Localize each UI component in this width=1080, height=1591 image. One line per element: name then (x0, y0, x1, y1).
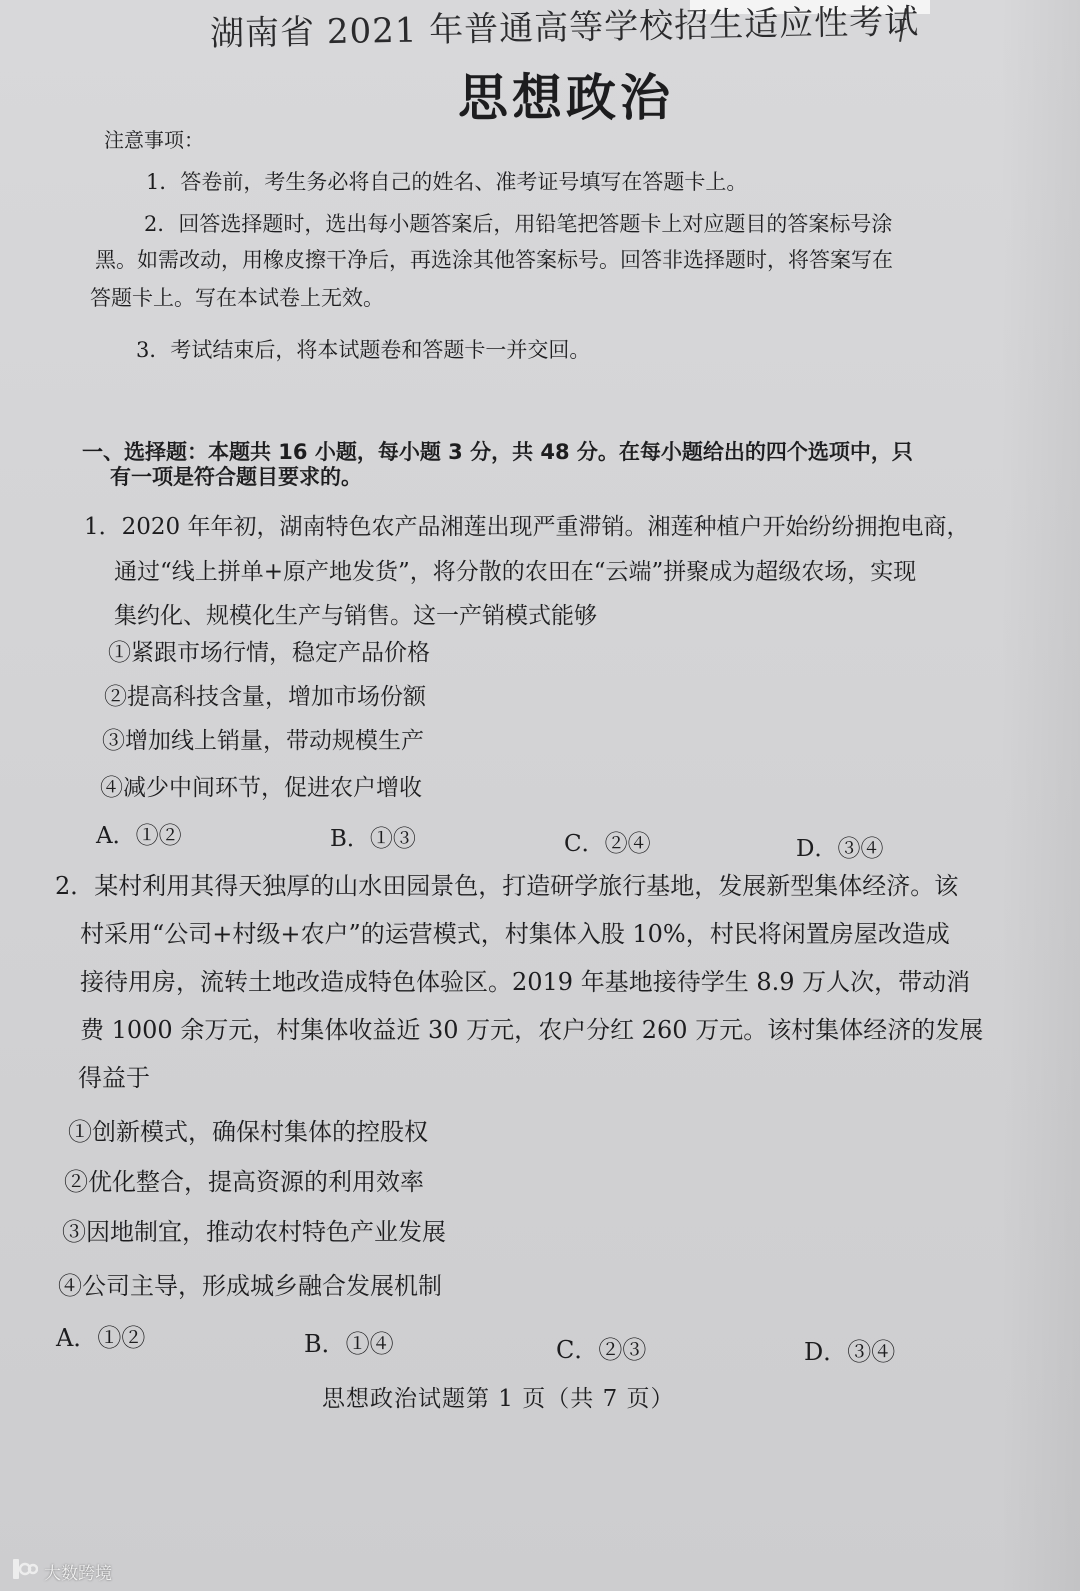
section-heading-line: 一、选择题：本题共 16 小题，每小题 3 分，共 48 分。在每小题给出的四个选项中，只 (82, 440, 913, 464)
page-shadow (1000, 0, 1080, 1591)
note-item: 黑。如需改动，用橡皮擦干净后，再选涂其他答案标号。回答非选择题时，将答案写在 (95, 248, 893, 272)
question-1-stem: 1．2020 年年初，湖南特色农产品湘莲出现严重滞销。湘莲种植户开始纷纷拥抱电商， (84, 514, 970, 540)
question-1-option-d: D．③④ (796, 836, 884, 862)
question-2-option-d: D．③④ (804, 1338, 896, 1366)
question-2-statement: ③因地制宜，推动农村特色产业发展 (62, 1218, 446, 1246)
question-1-option-b: B．①③ (330, 826, 416, 852)
question-2-statement: ④公司主导，形成城乡融合发展机制 (58, 1272, 442, 1300)
question-2-stem: 费 1000 余万元，村集体收益近 30 万元，农户分红 260 万元。该村集体经济的发展 (80, 1016, 984, 1044)
question-2-stem: 2．某村利用其得天独厚的山水田园景色，打造研学旅行基地，发展新型集体经济。该 (55, 872, 959, 900)
question-1-statement: ④减少中间环节，促进农户增收 (100, 775, 422, 801)
note-item: 3．考试结束后，将本试题卷和答题卡一并交回。 (136, 338, 591, 362)
question-1-statement: ③增加线上销量，带动规模生产 (102, 728, 424, 754)
question-1-option-a: A．①② (96, 823, 182, 849)
question-2-stem: 得益于 (78, 1064, 150, 1092)
note-item: 答题卡上。写在本试卷上无效。 (90, 286, 384, 310)
question-2-option-c: C．②③ (556, 1336, 647, 1364)
watermark-logo-icon (12, 1556, 38, 1582)
question-2-stem: 接待用房，流转土地改造成特色体验区。2019 年基地接待学生 8.9 万人次，带动消 (80, 968, 971, 996)
note-item: 2．回答选择题时，选出每小题答案后，用铅笔把答题卡上对应题目的答案标号涂 (144, 212, 893, 236)
question-1-stem: 通过“线上拼单+原产地发货”，将分散的农田在“云端”拼聚成为超级农场，实现 (114, 559, 917, 585)
question-1-stem: 集约化、规模化生产与销售。这一产销模式能够 (114, 603, 597, 629)
question-2-statement: ①创新模式，确保村集体的控股权 (68, 1118, 428, 1146)
question-1-statement: ②提高科技含量，增加市场份额 (104, 684, 426, 710)
subject-title: 思想政治 (458, 69, 674, 127)
question-1-statement: ①紧跟市场行情，稳定产品价格 (108, 640, 430, 666)
page-footer: 思想政治试题第 1 页（共 7 页） (322, 1386, 675, 1412)
question-2-stem: 村采用“公司+村级+农户”的运营模式，村集体入股 10%，村民将闲置房屋改造成 (80, 920, 950, 948)
question-2-statement: ②优化整合，提高资源的利用效率 (64, 1168, 424, 1196)
watermark-text: 大数跨境 (44, 1564, 112, 1584)
note-item: 1．答卷前，考生务必将自己的姓名、准考证号填写在答题卡上。 (146, 170, 748, 194)
section-heading-line: 有一项是符合题目要求的。 (110, 465, 362, 489)
notes-heading: 注意事项： (104, 128, 204, 152)
question-2-option-a: A．①② (56, 1324, 146, 1352)
question-2-option-b: B．①④ (304, 1330, 394, 1358)
question-1-option-c: C．②④ (564, 831, 651, 857)
exam-title: 湖南省 2021 年普通高等学校招生适应性考试 (209, 1, 920, 55)
